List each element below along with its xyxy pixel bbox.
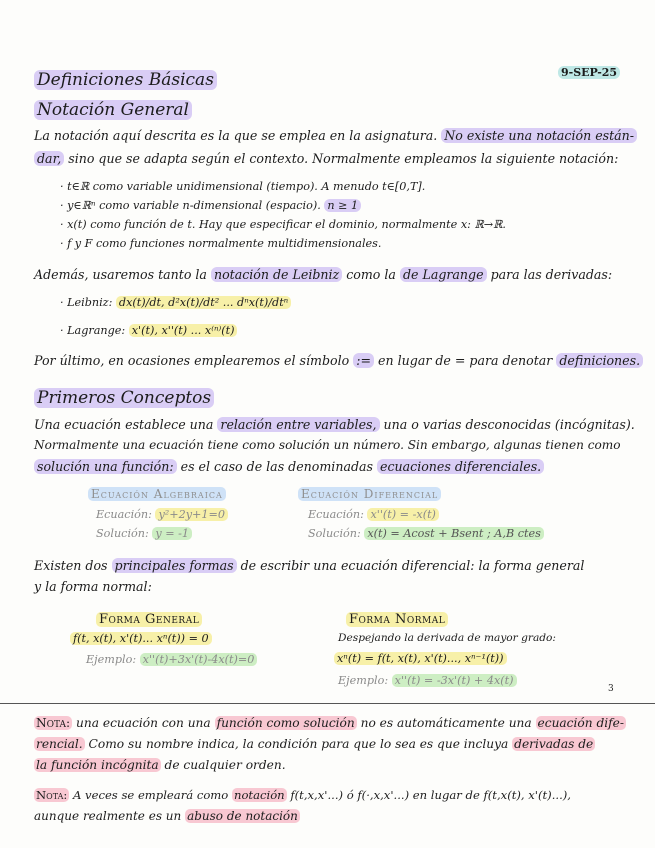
lagrange-formula: x'(t), x''(t) ... x⁽ⁿ⁾(t)	[129, 324, 238, 337]
note1-line3: la función incógnita de cualquier orden.	[36, 758, 286, 772]
note1-line2: rencial. Como su nombre indica, la condición para que lo sea es que incluya derivadas de	[36, 737, 594, 751]
concepts-line3: solución una función: es el caso de las denominadas ecuaciones diferenciales.	[34, 459, 544, 474]
notation-intro-line1: La notación aquí descrita es la que se emplea en la asignatura. No existe una notación están-	[34, 128, 637, 143]
note2-line2: aunque realmente es un abuso de notación	[34, 809, 298, 823]
section-heading-concepts: Primeros Conceptos	[34, 388, 214, 408]
derivative-notation-intro: Además, usaremos tanto la notación de Leibniz como la de Lagrange para las derivadas:	[34, 267, 613, 282]
algebraic-title: Ecuación Algebraica	[88, 487, 226, 501]
normal-form-example: Ejemplo: x''(t) = -3x'(t) + 4x(t)	[338, 674, 517, 687]
algebraic-solution: Solución: y = -1	[96, 527, 192, 540]
algebraic-equation: Ecuación: y²+2y+1=0	[96, 508, 228, 521]
differential-equation: Ecuación: x''(t) = -x(t)	[308, 508, 439, 521]
notation-bullet: · f y F como funciones normalmente multidimensionales.	[60, 237, 382, 250]
date-badge: 9-SEP-25	[558, 66, 620, 79]
note2-line1: Nota: A veces se empleará como notación f(t,x,x'...) ó f(·,x,x'...) en lugar de f(t,x(t), x'(t)...),	[36, 788, 571, 802]
concepts-line1: Una ecuación establece una relación entre variables, una o varias desconocidas (incógnitas).	[34, 417, 635, 432]
normal-form-formula: xⁿ(t) = f(t, x(t), x'(t)..., xⁿ⁻¹(t))	[334, 652, 507, 665]
leibniz-row: · Leibniz: dx(t)/dt, d²x(t)/dt² ... dⁿx(t)/dtⁿ	[60, 296, 291, 309]
general-form-title: Forma General	[96, 612, 202, 627]
definition-symbol-line: Por último, en ocasiones emplearemos el símbolo := en lugar de = para denotar definiciones.	[34, 353, 643, 368]
general-form-example: Ejemplo: x''(t)+3x'(t)-4x(t)=0	[86, 653, 257, 666]
page-title: Definiciones Básicas	[34, 70, 217, 90]
note1-line1: Nota: una ecuación con una función como solución no es automáticamente una ecuación dife-	[36, 716, 625, 730]
leibniz-formula: dx(t)/dt, d²x(t)/dt² ... dⁿx(t)/dtⁿ	[116, 296, 291, 309]
section-heading-notation: Notación General	[34, 100, 192, 120]
notation-bullet: · x(t) como función de t. Hay que especificar el dominio, normalmente x: ℝ→ℝ.	[60, 218, 506, 231]
divider	[0, 703, 655, 704]
forms-line2: y la forma normal:	[34, 579, 152, 594]
notation-intro-line2: dar, sino que se adapta según el contexto. Normalmente empleamos la siguiente notación:	[34, 151, 618, 166]
differential-solution: Solución: x(t) = Acost + Bsent ; A,B ctes	[308, 527, 544, 540]
notation-bullet: · t∈ℝ como variable unidimensional (tiempo). A menudo t∈[0,T].	[60, 180, 426, 193]
notation-bullet: · y∈ℝⁿ como variable n-dimensional (espacio). n ≥ 1	[60, 199, 361, 212]
normal-form-note: Despejando la derivada de mayor grado:	[338, 632, 557, 644]
differential-title: Ecuación Diferencial	[298, 487, 441, 501]
concepts-line2: Normalmente una ecuación tiene como solución un número. Sin embargo, algunas tienen como	[34, 438, 621, 452]
general-form-formula: f(t, x(t), x'(t)... xⁿ(t)) = 0	[70, 632, 212, 645]
page-number: 3	[608, 684, 614, 694]
lagrange-row: · Lagrange: x'(t), x''(t) ... x⁽ⁿ⁾(t)	[60, 324, 237, 337]
forms-line1: Existen dos principales formas de escribir una ecuación diferencial: la forma general	[34, 558, 585, 573]
normal-form-title: Forma Normal	[346, 612, 448, 627]
